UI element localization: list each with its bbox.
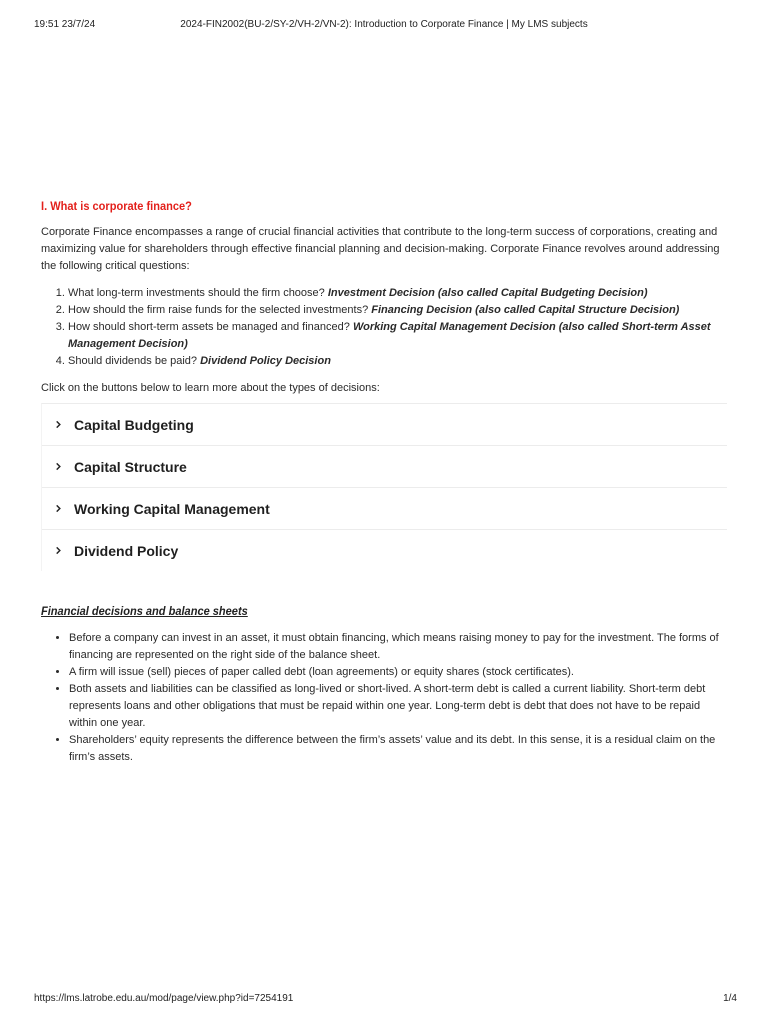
accordion-item-capital-structure[interactable] xyxy=(42,446,727,488)
accordion-item-label: Working Capital Management xyxy=(74,500,270,517)
accordion-item-label: Dividend Policy xyxy=(74,542,179,559)
accordion-item-label: Capital Structure xyxy=(74,458,187,475)
accordion-item-working-capital-management[interactable] xyxy=(42,488,727,530)
print-timestamp: 19:51 23/7/24 xyxy=(34,19,96,30)
list-item: • Both assets and liabilities can be classified as long-lived or short-lived. A short-term debt is called a current liability. Short-term debt represents loans and other obligations that must be repaid within one year. Long-term debt is debt that does not have to be repaid within one year. xyxy=(69,681,727,732)
question-text: How should the firm raise funds for the selected investments? xyxy=(68,304,372,316)
chevron-right-icon xyxy=(42,504,74,513)
question-text: Should dividends be paid? xyxy=(68,355,201,367)
balance-sheets-list xyxy=(41,630,727,766)
accordion-item-label: Capital Budgeting xyxy=(74,416,194,433)
question-emphasis: Financing Decision (also called Capital Structure Decision) xyxy=(371,304,680,316)
question-item xyxy=(68,285,727,302)
chevron-right-icon xyxy=(42,462,74,471)
chevron-right-icon xyxy=(42,546,74,555)
chevron-right-icon xyxy=(42,420,74,429)
decision-types-accordion xyxy=(41,403,727,571)
question-emphasis: Investment Decision (also called Capital Budgeting Decision) xyxy=(327,287,648,299)
intro-paragraph: Corporate Finance encompasses a range of crucial financial activities that contribute to the long-term success of corporations, creating and maximizing value for shareholders through effective financial planning and decision-making. Corporate Finance revolves around addressing the following critical questions: xyxy=(41,226,720,272)
question-item xyxy=(68,302,727,319)
page-url: https://lms.latrobe.edu.au/mod/page/view.php?id=7254191 xyxy=(34,993,294,1004)
critical-questions-list xyxy=(41,285,727,370)
page-number: 1/4 xyxy=(723,993,737,1004)
section-heading: I. What is corporate finance? xyxy=(41,199,192,213)
print-page-title: 2024-FIN2002(BU-2/SY-2/VH-2/VN-2): Introduction to Corporate Finance | My LMS subjects xyxy=(180,19,588,30)
question-emphasis: Dividend Policy Decision xyxy=(200,355,331,367)
page-content xyxy=(41,199,727,766)
question-item xyxy=(68,319,727,353)
question-emphasis: Working Capital Management Decision (also called Short-term Asset Management Decision) xyxy=(68,321,711,350)
list-item: • A firm will issue (sell) pieces of paper called debt (loan agreements) or equity shares (stock certificates). xyxy=(69,664,727,681)
list-item: • Shareholders’ equity represents the difference between the firm’s assets’ value and its debt. In this sense, it is a residual claim on the firm’s assets. xyxy=(69,732,727,766)
question-item xyxy=(68,353,727,370)
balance-sheets-heading: Financial decisions and balance sheets xyxy=(41,604,248,618)
accordion-item-capital-budgeting[interactable] xyxy=(42,404,727,446)
question-text: How should short-term assets be managed and financed? xyxy=(68,321,353,333)
accordion-item-dividend-policy[interactable] xyxy=(42,530,727,571)
question-text: What long-term investments should the firm choose? xyxy=(68,287,328,299)
list-item: • Before a company can invest in an asset, it must obtain financing, which means raising money to pay for the investment. The forms of financing are represented on the right side of the balance sheet. xyxy=(69,630,727,664)
click-instruction: Click on the buttons below to learn more about the types of decisions: xyxy=(41,382,380,394)
